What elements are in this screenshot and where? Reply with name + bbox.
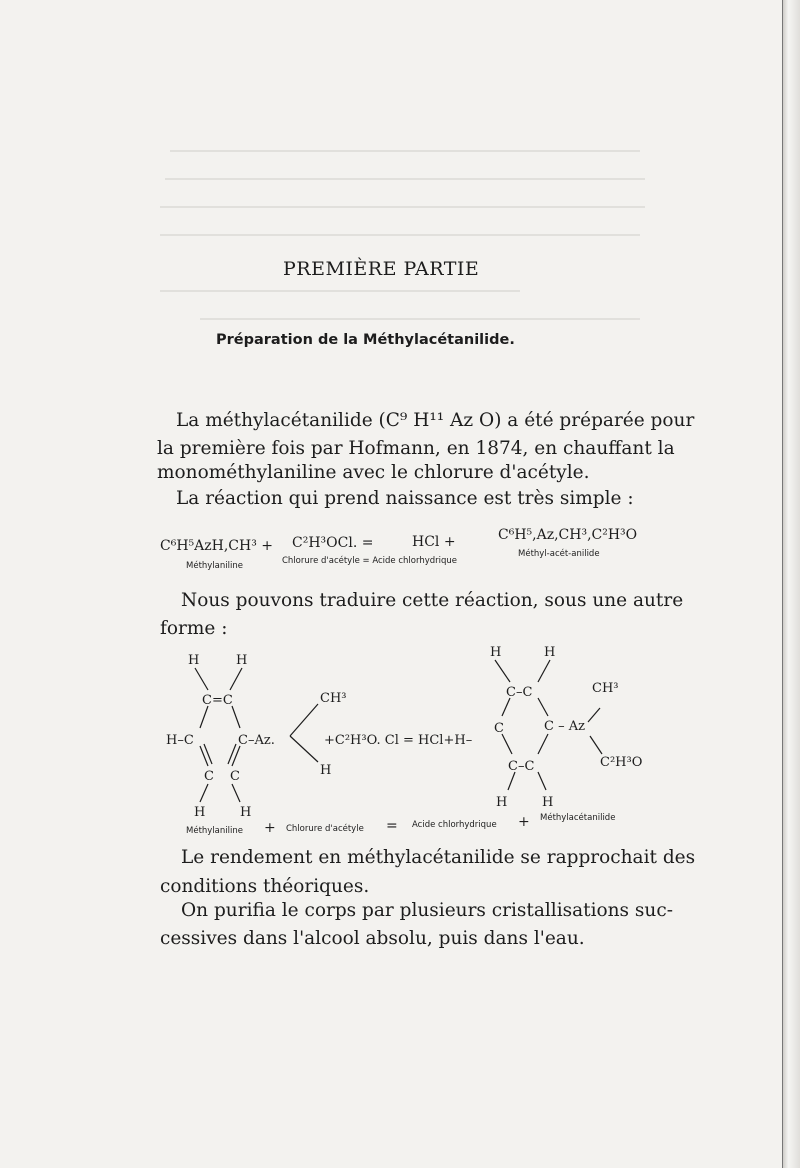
atom-h: H bbox=[544, 645, 556, 660]
atom-c: C bbox=[238, 733, 248, 748]
page-title: PREMIÈRE PARTIE bbox=[283, 258, 480, 280]
h-right-of-az: H bbox=[320, 763, 332, 778]
paragraph-line: forme : bbox=[160, 618, 228, 639]
az-right: C – Az bbox=[544, 719, 585, 734]
atom-cc: C–C bbox=[508, 759, 535, 774]
page-edge bbox=[782, 0, 800, 1168]
label-acetyl-chloride-acid: Chlorure d'acétyle = Acide chlorhydrique bbox=[282, 556, 458, 566]
paragraph-line: Nous pouvons traduire cette réaction, sous une autre bbox=[181, 590, 684, 611]
label-methylacetanilide: Méthyl-acét-anilide bbox=[518, 549, 600, 559]
reactant-methylaniline: C⁶H⁵AzH,CH³ + bbox=[160, 538, 274, 554]
paragraph-line: la première fois par Hofmann, en 1874, en chauffant la bbox=[157, 438, 675, 459]
paragraph-line: cessives dans l'alcool absolu, puis dans l'eau. bbox=[160, 928, 585, 949]
atom-h: H bbox=[490, 645, 502, 660]
structural-formula-diagram bbox=[160, 640, 660, 830]
reaction-middle: +C²H³O. Cl = HCl+H– bbox=[324, 733, 473, 748]
plus-sign: + bbox=[518, 814, 530, 830]
atom-c: C bbox=[230, 769, 240, 784]
paragraph-line: La réaction qui prend naissance est très simple : bbox=[176, 488, 634, 509]
atom-h: H bbox=[188, 653, 200, 668]
atom-h: H bbox=[542, 795, 554, 810]
label-methylaniline: Méthylaniline bbox=[186, 561, 243, 571]
atom-c: C bbox=[494, 721, 504, 736]
atom-h: H bbox=[236, 653, 248, 668]
ch3-right: CH³ bbox=[592, 681, 619, 696]
label-hydrochloric-acid: Acide chlorhydrique bbox=[412, 820, 497, 830]
paragraph-line: On purifia le corps par plusieurs cristallisations suc- bbox=[181, 900, 673, 921]
atom-cc: C=C bbox=[202, 693, 233, 708]
product-methylacetanilide: C⁶H⁵,Az,CH³,C²H³O bbox=[498, 527, 638, 543]
paragraph-line: Le rendement en méthylacétanilide se rapprochait des bbox=[181, 847, 696, 868]
plus-sign: + bbox=[264, 820, 276, 836]
paragraph-line: conditions théoriques. bbox=[160, 876, 370, 897]
atom-h: H bbox=[496, 795, 508, 810]
c2h3o: C²H³O bbox=[600, 755, 643, 770]
label-acetyl-chloride: Chlorure d'acétyle bbox=[286, 824, 364, 834]
ch3-left: CH³ bbox=[320, 691, 347, 706]
atom-h: H bbox=[194, 805, 206, 820]
az-left: –Az. bbox=[248, 733, 275, 748]
paragraph-line: La méthylacétanilide (C⁹ H¹¹ Az O) a été préparée pour bbox=[176, 410, 695, 431]
section-heading: Préparation de la Méthylacétanilide. bbox=[216, 332, 515, 348]
paragraph-line: monométhylaniline avec le chlorure d'acétyle. bbox=[157, 462, 590, 483]
atom-hc: H–C bbox=[166, 733, 194, 748]
atom-c: C bbox=[204, 769, 214, 784]
equals-sign: = bbox=[386, 818, 398, 834]
reactant-acetyl-chloride: C²H³OCl. = bbox=[292, 535, 374, 551]
product-hcl: HCl + bbox=[412, 534, 456, 550]
atom-h: H bbox=[240, 805, 252, 820]
label-methylacetanilide: Méthylacétanilide bbox=[540, 813, 616, 823]
label-methylaniline: Méthylaniline bbox=[186, 826, 243, 836]
atom-cc: C–C bbox=[506, 685, 533, 700]
